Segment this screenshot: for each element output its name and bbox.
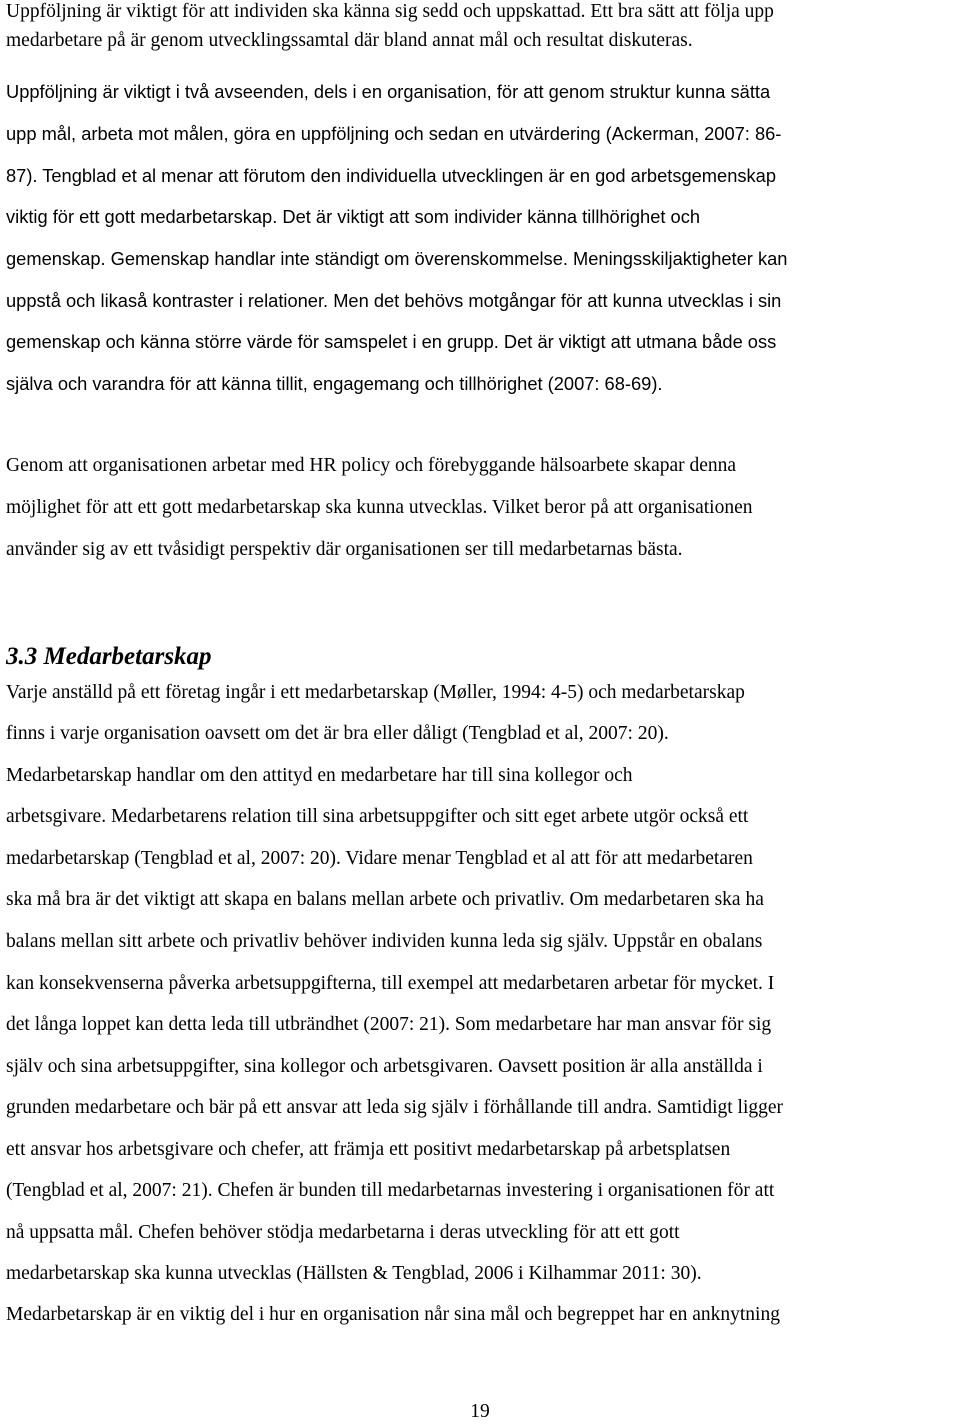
text-line: Genom att organisationen arbetar med HR policy och förebyggande hälsoarbete skapar denna xyxy=(6,455,737,476)
text-line: finns i varje organisation oavsett om det är bra eller dåligt (Tengblad et al, 2007: 20). xyxy=(6,723,669,744)
text-line: arbetsgivare. Medarbetarens relation till sina arbetsuppgifter och sitt eget arbete utgör också ett xyxy=(6,806,749,827)
text-line: Varje anställd på ett företag ingår i ett medarbetarskap (Møller, 1994: 4-5) och medarbetarskap xyxy=(6,682,745,703)
text-line: gemenskap. Gemenskap handlar inte ständigt om överenskommelse. Meningsskiljaktigheter kan xyxy=(6,248,788,269)
text-line: upp mål, arbeta mot målen, göra en uppföljning och sedan en utvärdering (Ackerman, 2007: 86- xyxy=(6,123,782,144)
text-line: balans mellan sitt arbete och privatliv behöver individen kunna leda sig själv. Uppstår en obalans xyxy=(6,931,763,952)
page-number: 19 xyxy=(470,1401,490,1422)
text-line: själv och sina arbetsuppgifter, sina kollegor och arbetsgivaren. Oavsett position är alla anställda i xyxy=(6,1056,763,1077)
text-line: det långa loppet kan detta leda till utbrändhet (2007: 21). Som medarbetare har man ansvar för sig xyxy=(6,1014,772,1035)
text-line: Uppföljning är viktigt i två avseenden, dels i en organisation, för att genom struktur kunna sätta xyxy=(6,81,771,102)
text-line: kan konsekvenserna påverka arbetsuppgifterna, till exempel att medarbetaren arbetar för mycket. I xyxy=(6,973,775,994)
text-line: ett ansvar hos arbetsgivare och chefer, att främja ett positivt medarbetarskap på arbetsplatsen xyxy=(6,1139,731,1160)
text-line: uppstå och likaså kontraster i relationer. Men det behövs motgångar för att kunna utvecklas i sin xyxy=(6,290,782,311)
text-line: Medarbetarskap är en viktig del i hur en organisation når sina mål och begreppet har en anknytning xyxy=(6,1304,780,1325)
text-line: medarbetare på är genom utvecklingssamtal där bland annat mål och resultat diskuteras. xyxy=(6,30,693,51)
text-line: gemenskap och känna större värde för samspelet i en grupp. Det är viktigt att utmana både oss xyxy=(6,331,777,352)
section-heading: 3.3 Medarbetarskap xyxy=(6,643,212,670)
text-line: nå uppsatta mål. Chefen behöver stödja medarbetarna i deras utveckling för att ett gott xyxy=(6,1222,680,1243)
text-line: (Tengblad et al, 2007: 21). Chefen är bunden till medarbetarnas investering i organisationen för att xyxy=(6,1180,775,1201)
text-line: medarbetarskap ska kunna utvecklas (Hällsten & Tengblad, 2006 i Kilhammar 2011: 30). xyxy=(6,1263,702,1284)
text-line: Medarbetarskap handlar om den attityd en medarbetare har till sina kollegor och xyxy=(6,765,633,786)
text-line: viktig för ett gott medarbetarskap. Det är viktigt att som individer känna tillhörighet och xyxy=(6,206,701,227)
text-line: själva och varandra för att känna tillit, engagemang och tillhörighet (2007: 68-69). xyxy=(6,373,663,394)
text-line: ska må bra är det viktigt att skapa en balans mellan arbete och privatliv. Om medarbetaren ska ha xyxy=(6,889,764,910)
text-line: möjlighet för att ett gott medarbetarskap ska kunna utvecklas. Vilket beror på att organisationen xyxy=(6,497,753,518)
text-line: 87). Tengblad et al menar att förutom den individuella utvecklingen är en god arbetsgemenskap xyxy=(6,165,776,186)
text-line: medarbetarskap (Tengblad et al, 2007: 20). Vidare menar Tengblad et al att för att medarbetaren xyxy=(6,848,753,869)
text-line: Uppföljning är viktigt för att individen ska känna sig sedd och uppskattad. Ett bra sätt att följa upp xyxy=(6,1,774,22)
text-line: grunden medarbetare och bär på ett ansvar att leda sig själv i förhållande till andra. Samtidigt ligger xyxy=(6,1097,784,1118)
text-line: använder sig av ett tvåsidigt perspektiv där organisationen ser till medarbetarnas bästa. xyxy=(6,539,683,560)
